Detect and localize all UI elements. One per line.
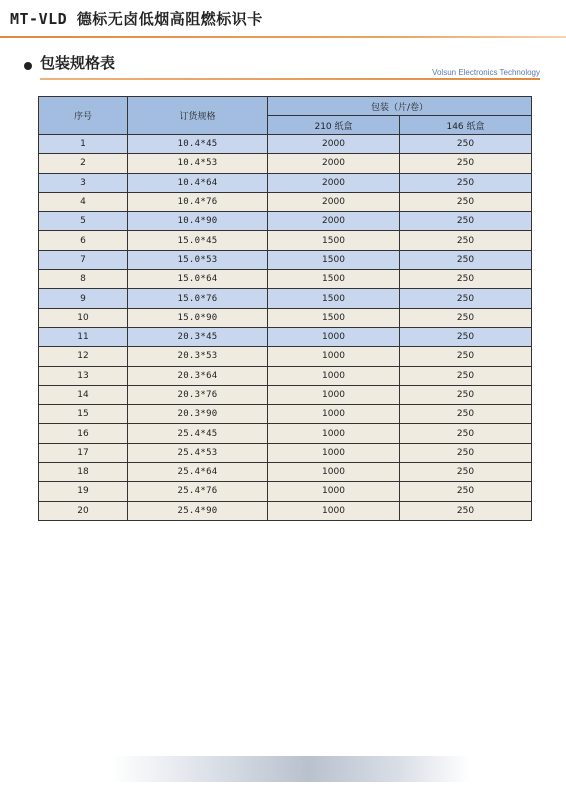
cell-order-spec: 25.4*90 [128, 501, 268, 520]
cell-serial-no: 14 [39, 385, 128, 404]
cell-box-210: 1000 [268, 347, 400, 366]
cell-box-146: 250 [400, 212, 532, 231]
packaging-spec-table [38, 96, 532, 521]
header-packaging: 包装（片/卷） [268, 97, 532, 116]
cell-box-210: 2000 [268, 154, 400, 173]
cell-box-210: 1000 [268, 366, 400, 385]
table-row [39, 192, 532, 211]
cell-order-spec: 25.4*45 [128, 424, 268, 443]
header-order-spec: 订货规格 [128, 97, 268, 135]
title-divider [0, 36, 566, 38]
table-row [39, 424, 532, 443]
cell-serial-no: 5 [39, 212, 128, 231]
cell-serial-no: 15 [39, 405, 128, 424]
cell-order-spec: 20.3*90 [128, 405, 268, 424]
cell-order-spec: 15.0*76 [128, 289, 268, 308]
cell-order-spec: 20.3*53 [128, 347, 268, 366]
cell-serial-no: 20 [39, 501, 128, 520]
cell-box-146: 250 [400, 173, 532, 192]
table-row [39, 327, 532, 346]
cell-box-210: 2000 [268, 173, 400, 192]
cell-box-146: 250 [400, 327, 532, 346]
cell-order-spec: 10.4*76 [128, 192, 268, 211]
cell-box-146: 250 [400, 270, 532, 289]
cell-box-210: 2000 [268, 212, 400, 231]
cell-order-spec: 10.4*90 [128, 212, 268, 231]
cell-box-210: 1500 [268, 270, 400, 289]
cell-box-146: 250 [400, 405, 532, 424]
cell-serial-no: 3 [39, 173, 128, 192]
cell-box-210: 1000 [268, 327, 400, 346]
table-row [39, 289, 532, 308]
table-row [39, 308, 532, 327]
table-row [39, 347, 532, 366]
cell-serial-no: 7 [39, 250, 128, 269]
section-divider [40, 78, 540, 80]
cell-order-spec: 20.3*76 [128, 385, 268, 404]
section-title: 包装规格表 [40, 54, 116, 72]
table-row [39, 366, 532, 385]
cell-box-210: 2000 [268, 192, 400, 211]
footer-band [110, 756, 470, 782]
table-row [39, 212, 532, 231]
cell-order-spec: 15.0*53 [128, 250, 268, 269]
cell-box-146: 250 [400, 501, 532, 520]
table-row [39, 385, 532, 404]
cell-serial-no: 11 [39, 327, 128, 346]
table-row [39, 443, 532, 462]
cell-serial-no: 4 [39, 192, 128, 211]
table-row [39, 173, 532, 192]
cell-box-146: 250 [400, 250, 532, 269]
cell-order-spec: 10.4*45 [128, 135, 268, 154]
cell-box-210: 1500 [268, 308, 400, 327]
cell-order-spec: 25.4*76 [128, 482, 268, 501]
cell-order-spec: 15.0*64 [128, 270, 268, 289]
cell-order-spec: 25.4*53 [128, 443, 268, 462]
cell-serial-no: 13 [39, 366, 128, 385]
cell-serial-no: 8 [39, 270, 128, 289]
header-box-146: 146 纸盒 [400, 116, 532, 135]
cell-order-spec: 20.3*64 [128, 366, 268, 385]
cell-box-210: 1000 [268, 405, 400, 424]
table-row [39, 231, 532, 250]
cell-serial-no: 2 [39, 154, 128, 173]
cell-box-146: 250 [400, 385, 532, 404]
cell-order-spec: 10.4*64 [128, 173, 268, 192]
bullet-icon [24, 62, 32, 70]
cell-box-146: 250 [400, 231, 532, 250]
cell-order-spec: 15.0*45 [128, 231, 268, 250]
cell-box-146: 250 [400, 463, 532, 482]
cell-box-210: 1500 [268, 289, 400, 308]
cell-box-210: 1000 [268, 482, 400, 501]
cell-box-210: 1000 [268, 463, 400, 482]
cell-box-210: 1000 [268, 501, 400, 520]
cell-serial-no: 17 [39, 443, 128, 462]
cell-box-146: 250 [400, 192, 532, 211]
cell-serial-no: 18 [39, 463, 128, 482]
cell-box-146: 250 [400, 289, 532, 308]
cell-box-146: 250 [400, 443, 532, 462]
cell-serial-no: 9 [39, 289, 128, 308]
cell-box-146: 250 [400, 347, 532, 366]
table-row [39, 463, 532, 482]
document-title: MT-VLD 德标无卤低烟高阻燃标识卡 [10, 10, 263, 28]
cell-serial-no: 19 [39, 482, 128, 501]
table-row [39, 135, 532, 154]
table-row [39, 154, 532, 173]
table-row [39, 270, 532, 289]
cell-box-146: 250 [400, 482, 532, 501]
cell-box-210: 2000 [268, 135, 400, 154]
table-row [39, 482, 532, 501]
cell-serial-no: 12 [39, 347, 128, 366]
cell-box-146: 250 [400, 366, 532, 385]
cell-box-146: 250 [400, 135, 532, 154]
cell-serial-no: 10 [39, 308, 128, 327]
cell-box-146: 250 [400, 154, 532, 173]
company-name: Volsun Electronics Technology [432, 68, 540, 77]
cell-order-spec: 15.0*90 [128, 308, 268, 327]
header-serial-no: 序号 [39, 97, 128, 135]
table-row [39, 501, 532, 520]
cell-box-210: 1500 [268, 231, 400, 250]
cell-box-210: 1000 [268, 385, 400, 404]
cell-serial-no: 1 [39, 135, 128, 154]
cell-box-210: 1500 [268, 250, 400, 269]
cell-serial-no: 16 [39, 424, 128, 443]
cell-box-210: 1000 [268, 443, 400, 462]
cell-box-146: 250 [400, 308, 532, 327]
cell-box-210: 1000 [268, 424, 400, 443]
cell-order-spec: 10.4*53 [128, 154, 268, 173]
table-row [39, 405, 532, 424]
table-row [39, 250, 532, 269]
cell-order-spec: 20.3*45 [128, 327, 268, 346]
cell-order-spec: 25.4*64 [128, 463, 268, 482]
cell-serial-no: 6 [39, 231, 128, 250]
cell-box-146: 250 [400, 424, 532, 443]
header-box-210: 210 纸盒 [268, 116, 400, 135]
